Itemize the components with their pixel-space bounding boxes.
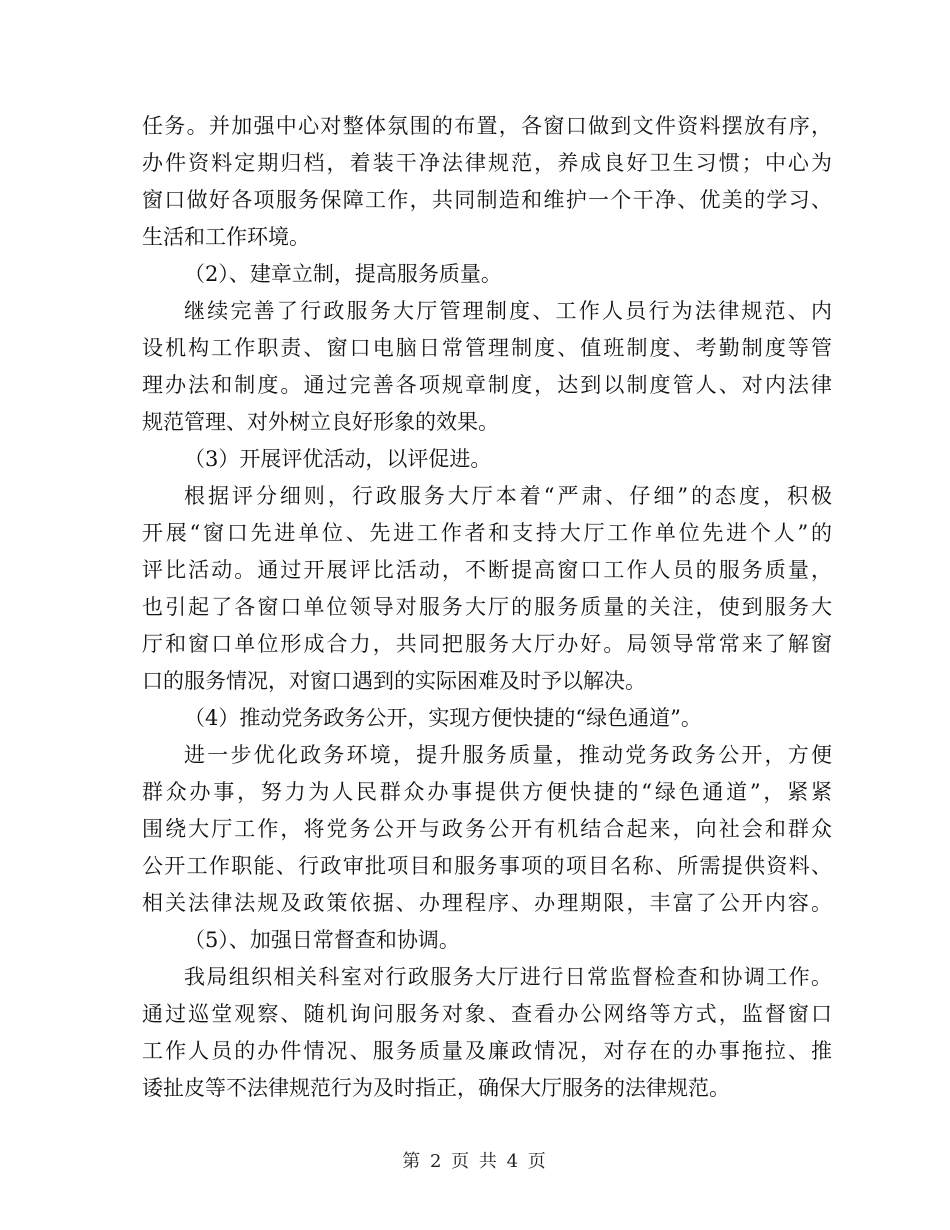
text-line: 相关法律法规及政策依据、办理程序、办理期限，丰富了公开内容。	[142, 891, 832, 915]
text-line: 通过巡堂观察、随机询问服务对象、查看办公网络等方式，监督窗口	[142, 1002, 832, 1026]
text-line: 设机构工作职责、窗口电脑日常管理制度、值班制度、考勤制度等管	[142, 336, 832, 360]
text-line: 理办法和制度。通过完善各项规章制度，达到以制度管人、对内法律	[142, 373, 832, 397]
paragraph-first-line: （5）、加强日常督查和协调。	[184, 928, 460, 952]
text-line: 评比活动。通过开展评比活动，不断提高窗口工作人员的服务质量，	[142, 558, 832, 582]
text-line: 任务。并加强中心对整体氛围的布置，各窗口做到文件资料摆放有序，	[142, 114, 832, 138]
text-line: 也引起了各窗口单位领导对服务大厅的服务质量的关注，使到服务大	[142, 595, 832, 619]
text-line: 口的服务情况，对窗口遇到的实际困难及时予以解决。	[142, 669, 646, 693]
text-line: 生活和工作环境。	[142, 225, 310, 249]
text-line: 厅和窗口单位形成合力，共同把服务大厅办好。局领导常常来了解窗	[142, 632, 832, 656]
text-line: 规范管理、对外树立良好形象的效果。	[142, 410, 499, 434]
text-line: 窗口做好各项服务保障工作，共同制造和维护一个干净、优美的学习、	[142, 188, 832, 212]
text-line: 群众办事，努力为人民群众办事提供方便快捷的“绿色通道”，紧紧	[142, 780, 832, 804]
text-line: 围绕大厅工作，将党务公开与政务公开有机结合起来，向社会和群众	[142, 817, 832, 841]
paragraph-first-line: 继续完善了行政服务大厅管理制度、工作人员行为法律规范、内	[184, 299, 832, 323]
paragraph-first-line: （3）开展评优活动，以评促进。	[184, 447, 492, 471]
document-body	[142, 108, 832, 1107]
text-line: 办件资料定期归档，着装干净法律规范，养成良好卫生习惯；中心为	[142, 151, 832, 175]
paragraph-first-line: （2）、建章立制，提高服务质量。	[184, 262, 502, 286]
text-line: 公开工作职能、行政审批项目和服务事项的项目名称、所需提供资料、	[142, 854, 832, 878]
text-line: 开展“窗口先进单位、先进工作者和支持大厅工作单位先进个人”的	[142, 521, 832, 545]
page-footer: 第 2 页 共 4 页	[402, 1151, 548, 1172]
text-line: 诿扯皮等不法律规范行为及时指正，确保大厅服务的法律规范。	[142, 1076, 730, 1100]
paragraph-first-line: 我局组织相关科室对行政服务大厅进行日常监督检查和协调工作。	[184, 965, 832, 989]
paragraph-first-line: 根据评分细则，行政服务大厅本着“严肃、仔细”的态度，积极	[184, 484, 832, 508]
text-line: 工作人员的办件情况、服务质量及廉政情况，对存在的办事拖拉、推	[142, 1039, 832, 1063]
paragraph-first-line: （4）推动党务政务公开，实现方便快捷的“绿色通道”。	[184, 706, 702, 730]
paragraph-first-line: 进一步优化政务环境，提升服务质量，推动党务政务公开，方便	[184, 743, 832, 767]
